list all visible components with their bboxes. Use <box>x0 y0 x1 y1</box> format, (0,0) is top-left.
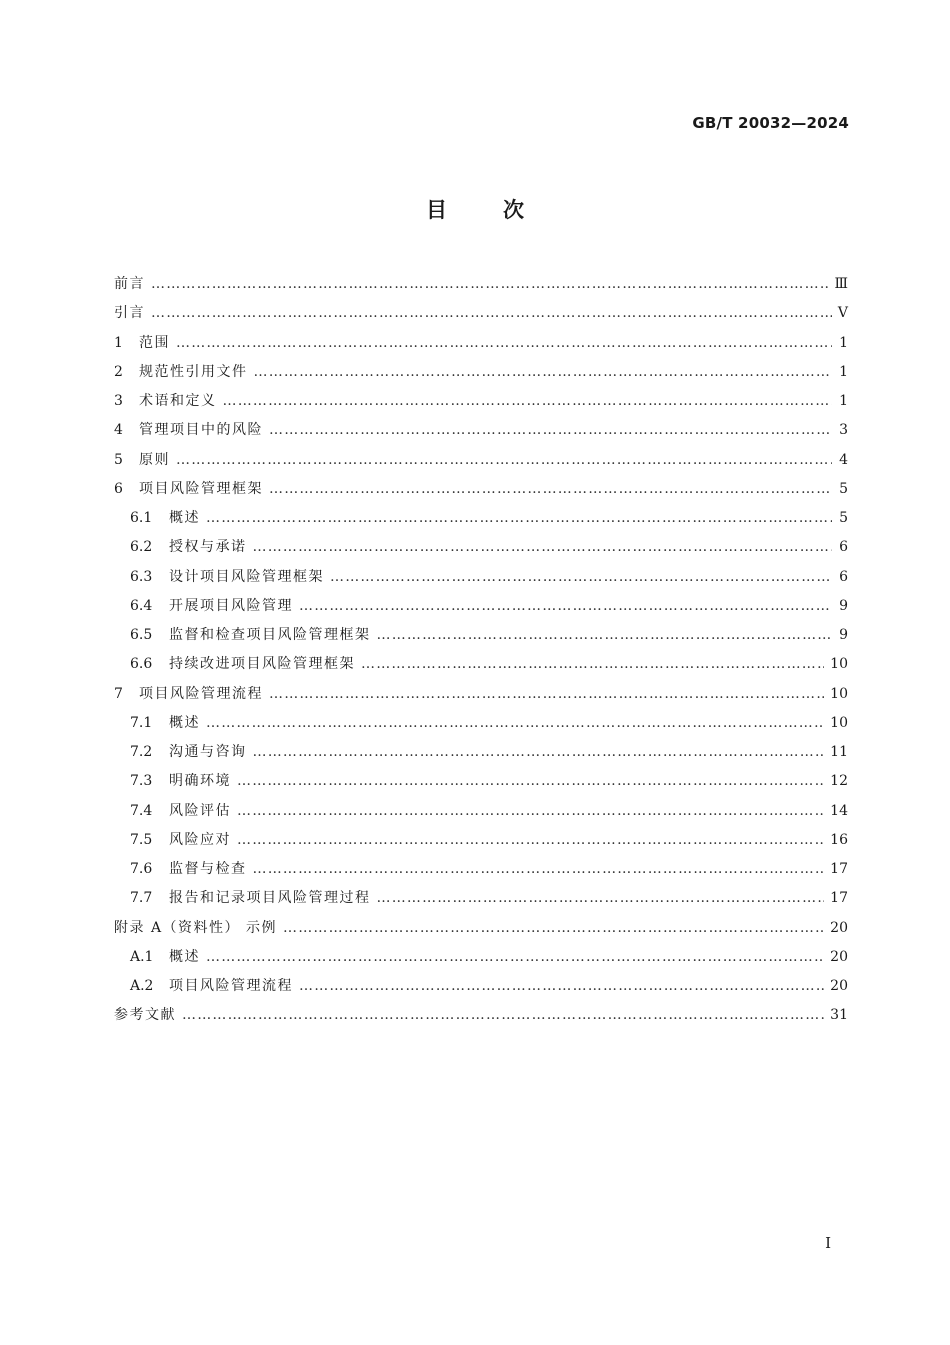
toc-entry-title: 设计项目风险管理框架 <box>169 568 324 585</box>
toc-entry-page: 9 <box>839 597 848 614</box>
toc-entry-number: 7 <box>114 685 123 702</box>
toc-leader-dots <box>182 1001 824 1030</box>
toc-entry[interactable] <box>114 680 848 709</box>
toc-entry-page: 31 <box>830 1007 848 1024</box>
toc-entry-page: 10 <box>830 714 848 731</box>
toc-title: 目次 <box>426 198 580 222</box>
toc-entry[interactable] <box>114 855 848 884</box>
toc-entry-title: 沟通与咨询 <box>169 744 247 760</box>
toc-entry[interactable] <box>114 621 848 650</box>
toc-entry-page: 10 <box>830 685 848 702</box>
toc-entry[interactable] <box>114 475 848 504</box>
toc-entry[interactable] <box>114 533 848 562</box>
toc-entry-page: 11 <box>830 744 848 760</box>
toc-leader-dots <box>237 826 824 855</box>
toc-entry-title: 概述 <box>169 714 200 731</box>
toc-entry-title: 引言 <box>114 305 145 322</box>
toc-entry-number: 7.7 <box>130 890 153 907</box>
toc-entry-title: 开展项目风险管理 <box>169 597 293 614</box>
toc-entry[interactable] <box>114 650 848 679</box>
toc-entry-page: 6 <box>839 539 848 556</box>
toc-entry-number: 4 <box>114 422 123 439</box>
toc-entry-title: 概述 <box>169 948 200 965</box>
standard-code: GB/T 20032—2024 <box>692 114 849 132</box>
toc-leader-dots <box>253 533 833 562</box>
toc-entry[interactable] <box>114 1001 848 1030</box>
toc-leader-dots <box>253 738 825 767</box>
toc-entry-title: 参考文献 <box>114 1007 176 1024</box>
toc-leader-dots <box>223 387 833 416</box>
toc-entry-title: 报告和记录项目风险管理过程 <box>169 890 371 907</box>
toc-entry-number: 5 <box>114 451 123 468</box>
toc-entry-page: 4 <box>839 451 848 468</box>
toc-entry-page: 10 <box>830 656 848 673</box>
toc-entry[interactable] <box>114 416 848 445</box>
toc-entry[interactable] <box>114 563 848 592</box>
toc-entry[interactable] <box>114 884 848 913</box>
toc-entry[interactable] <box>114 943 848 972</box>
toc-entry[interactable] <box>114 914 848 943</box>
toc-entry-title: 项目风险管理框架 <box>139 480 263 497</box>
toc-leader-dots <box>206 709 824 738</box>
toc-entry-number: 7.1 <box>130 714 153 731</box>
table-of-contents <box>114 270 848 1031</box>
toc-entry-number: 2 <box>114 363 123 380</box>
toc-leader-dots <box>206 943 824 972</box>
toc-entry-title: 项目风险管理流程 <box>169 978 293 994</box>
toc-entry-title: 原则 <box>139 451 170 468</box>
toc-entry-page: 1 <box>839 393 848 409</box>
toc-entry-title: 项目风险管理流程 <box>139 685 263 702</box>
toc-entry-title: 范围 <box>139 334 170 351</box>
toc-entry[interactable] <box>114 270 848 299</box>
toc-entry-title: 监督和检查项目风险管理框架 <box>169 627 371 643</box>
toc-leader-dots <box>237 767 824 796</box>
page-number: I <box>825 1234 831 1252</box>
toc-entry-number: 7.4 <box>130 802 153 819</box>
toc-entry-number: 6.1 <box>130 510 153 526</box>
toc-leader-dots <box>361 650 824 679</box>
toc-entry[interactable] <box>114 387 848 416</box>
toc-entry-number: 7.2 <box>130 744 153 760</box>
toc-leader-dots <box>176 446 832 475</box>
toc-entry-page: 5 <box>839 510 848 526</box>
toc-entry-title: 术语和定义 <box>139 393 217 409</box>
toc-leader-dots <box>269 680 824 709</box>
toc-entry-page: 12 <box>830 773 848 790</box>
toc-entry-title: 明确环境 <box>169 773 231 790</box>
toc-entry[interactable] <box>114 826 848 855</box>
toc-entry[interactable] <box>114 446 848 475</box>
toc-leader-dots <box>237 797 824 826</box>
toc-entry-number: 7.5 <box>130 831 153 848</box>
toc-entry-page: Ⅲ <box>834 276 848 292</box>
toc-entry-number: 6.2 <box>130 539 153 556</box>
toc-leader-dots <box>253 855 825 884</box>
toc-entry-title: 风险应对 <box>169 831 231 848</box>
toc-entry-page: 17 <box>830 861 848 877</box>
toc-entry[interactable] <box>114 592 848 621</box>
toc-entry-number: A.2 <box>130 978 154 994</box>
toc-entry-title: 规范性引用文件 <box>139 363 248 380</box>
toc-leader-dots <box>254 358 833 387</box>
toc-entry-title: 管理项目中的风险 <box>139 422 263 439</box>
toc-entry-page: 1 <box>839 334 848 351</box>
toc-entry-page: 20 <box>830 978 848 994</box>
toc-entry-page: 20 <box>830 919 848 936</box>
toc-entry-title: 风险评估 <box>169 802 231 819</box>
toc-entry-title: 监督与检查 <box>169 861 247 877</box>
toc-entry[interactable] <box>114 738 848 767</box>
toc-entry-title: 授权与承诺 <box>169 539 247 556</box>
toc-entry[interactable] <box>114 299 848 328</box>
toc-entry[interactable] <box>114 504 848 533</box>
toc-entry-page: 16 <box>830 831 848 848</box>
toc-entry[interactable] <box>114 358 848 387</box>
toc-leader-dots <box>206 504 832 533</box>
toc-leader-dots <box>269 475 832 504</box>
toc-entry-number: A.1 <box>130 948 154 965</box>
toc-leader-dots <box>269 416 832 445</box>
toc-entry[interactable] <box>114 329 848 358</box>
toc-entry[interactable] <box>114 767 848 796</box>
toc-entry-number: 7.3 <box>130 773 153 790</box>
toc-leader-dots <box>299 972 824 1001</box>
toc-entry-page: 5 <box>839 480 848 497</box>
toc-entry-title: 附录 A（资料性） 示例 <box>114 919 278 936</box>
toc-entry-page: 20 <box>830 948 848 965</box>
toc-entry-number: 7.6 <box>130 861 153 877</box>
toc-entry-number: 6.5 <box>130 627 153 643</box>
toc-entry[interactable] <box>114 972 848 1001</box>
toc-entry-title: 前言 <box>114 276 145 292</box>
toc-entry-number: 3 <box>114 393 123 409</box>
toc-entry-page: 1 <box>839 363 848 380</box>
toc-entry-title: 概述 <box>169 510 200 526</box>
toc-entry-page: Ⅴ <box>837 305 848 322</box>
toc-entry-page: 6 <box>839 568 848 585</box>
toc-leader-dots <box>299 592 832 621</box>
toc-leader-dots <box>283 914 824 943</box>
toc-entry-number: 6.4 <box>130 597 153 614</box>
toc-leader-dots <box>377 621 833 650</box>
toc-leader-dots <box>176 329 832 358</box>
toc-entry[interactable] <box>114 797 848 826</box>
toc-entry-number: 6 <box>114 480 123 497</box>
toc-leader-dots <box>151 270 828 299</box>
toc-entry-title: 持续改进项目风险管理框架 <box>169 656 355 673</box>
toc-entry-number: 6.3 <box>130 568 153 585</box>
toc-entry-page: 14 <box>830 802 848 819</box>
toc-entry-number: 6.6 <box>130 656 153 673</box>
toc-leader-dots <box>377 884 825 913</box>
toc-entry-number: 1 <box>114 334 123 351</box>
toc-leader-dots <box>151 299 832 328</box>
toc-entry[interactable] <box>114 709 848 738</box>
toc-entry-page: 3 <box>839 422 848 439</box>
toc-entry-page: 9 <box>839 627 848 643</box>
toc-leader-dots <box>330 563 832 592</box>
toc-entry-page: 17 <box>830 890 848 907</box>
